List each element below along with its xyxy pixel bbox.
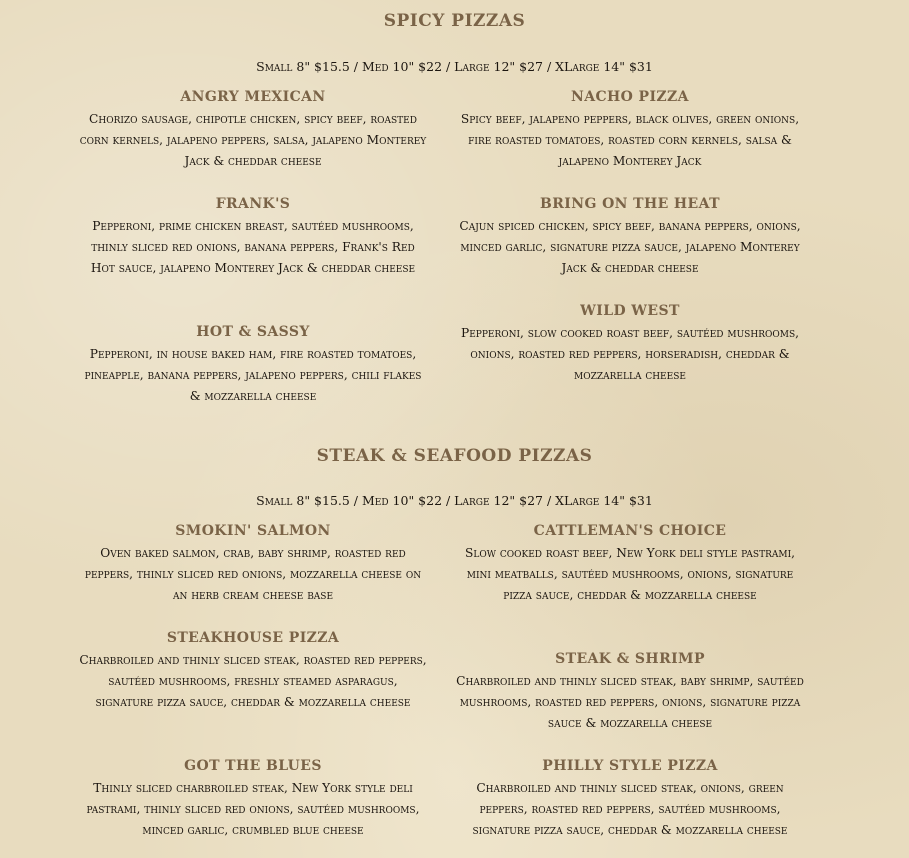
item-name: CATTLEMAN'S CHOICE (533, 523, 727, 539)
item-description: Pepperoni, in house baked ham, fire roasted tomatoes, pineapple, banana peppers, jalapeno peppers, chili flakes & mozzarella cheese (84, 347, 422, 403)
menu-item-nacho-pizza (455, 89, 805, 172)
section-title-steak-seafood: STEAK & SEAFOOD PIZZAS (316, 446, 593, 466)
menu-item-smokin-salmon (78, 523, 428, 606)
section-title-spicy: SPICY PIZZAS (383, 11, 526, 31)
item-description: Thinly sliced charbroiled steak, New York style deli pastrami, thinly sliced red onions, sautéed mushrooms, minced garlic, crumbled blue cheese (86, 781, 420, 837)
menu-item-cattlemans-choice (455, 523, 805, 606)
item-description: Spicy beef, jalapeno peppers, black olives, green onions, fire roasted tomatoes, roasted corn kernels, salsa & jalapeno Monterey Jack (460, 112, 800, 168)
menu-item-got-the-blues (78, 758, 428, 841)
item-name: SMOKIN' SALMON (175, 523, 331, 539)
item-name: NACHO PIZZA (571, 89, 689, 105)
item-name: HOT & SASSY (196, 324, 310, 340)
menu-item-steak-and-shrimp (455, 651, 805, 734)
item-description: Charbroiled and thinly sliced steak, baby shrimp, sautéed mushrooms, roasted red peppers, onions, signature pizza sauce & mozzarella cheese (456, 674, 804, 730)
item-name: BRING ON THE HEAT (540, 196, 720, 212)
menu-item-philly-style-pizza (455, 758, 805, 841)
item-description: Pepperoni, prime chicken breast, sautéed mushrooms, thinly sliced red onions, banana peppers, Frank's Red Hot sauce, jalapeno Monterey Jack & cheddar cheese (90, 219, 416, 275)
price-line-steak-seafood: Small 8" $15.5 / Med 10" $22 / Large 12" $27 / XLarge 14" $31 (256, 493, 653, 508)
item-description: Oven baked salmon, crab, baby shrimp, roasted red peppers, thinly sliced red onions, mozzarella cheese on an herb cream cheese base (84, 546, 422, 602)
item-name: FRANK'S (215, 196, 291, 212)
menu-item-franks (78, 196, 428, 279)
item-description: Charbroiled and thinly sliced steak, roasted red peppers, sautéed mushrooms, freshly steamed asparagus, signature pizza sauce, cheddar & mozzarella cheese (79, 653, 427, 709)
item-name: STEAK & SHRIMP (555, 651, 705, 667)
menu-item-hot-and-sassy (78, 324, 428, 407)
item-name: ANGRY MEXICAN (180, 89, 326, 105)
menu-item-steakhouse-pizza (78, 630, 428, 713)
price-line-spicy: Small 8" $15.5 / Med 10" $22 / Large 12" $27 / XLarge 14" $31 (256, 59, 653, 74)
item-description: Slow cooked roast beef, New York deli style pastrami, mini meatballs, sautéed mushrooms, onions, signature pizza sauce, cheddar & mozzarella cheese (465, 546, 795, 602)
item-description: Chorizo sausage, chipotle chicken, spicy beef, roasted corn kernels, jalapeno peppers, salsa, jalapeno Monterey Jack & cheddar cheese (79, 112, 427, 168)
item-description: Pepperoni, slow cooked roast beef, sautéed mushrooms, onions, roasted red peppers, horseradish, cheddar & mozzarella cheese (461, 326, 799, 382)
item-name: GOT THE BLUES (184, 758, 322, 774)
item-name: PHILLY STYLE PIZZA (542, 758, 718, 774)
item-description: Cajun spiced chicken, spicy beef, banana peppers, onions, minced garlic, signature pizza sauce, jalapeno Monterey Jack & cheddar cheese (459, 219, 801, 275)
menu-item-wild-west (455, 303, 805, 386)
menu-item-bring-on-the-heat (455, 196, 805, 279)
menu-item-angry-mexican (78, 89, 428, 172)
item-description: Charbroiled and thinly sliced steak, onions, green peppers, roasted red peppers, sautéed mushrooms, signature pizza sauce, cheddar & mozzarella cheese (472, 781, 788, 837)
item-name: STEAKHOUSE PIZZA (166, 630, 340, 646)
item-name: WILD WEST (580, 303, 680, 319)
